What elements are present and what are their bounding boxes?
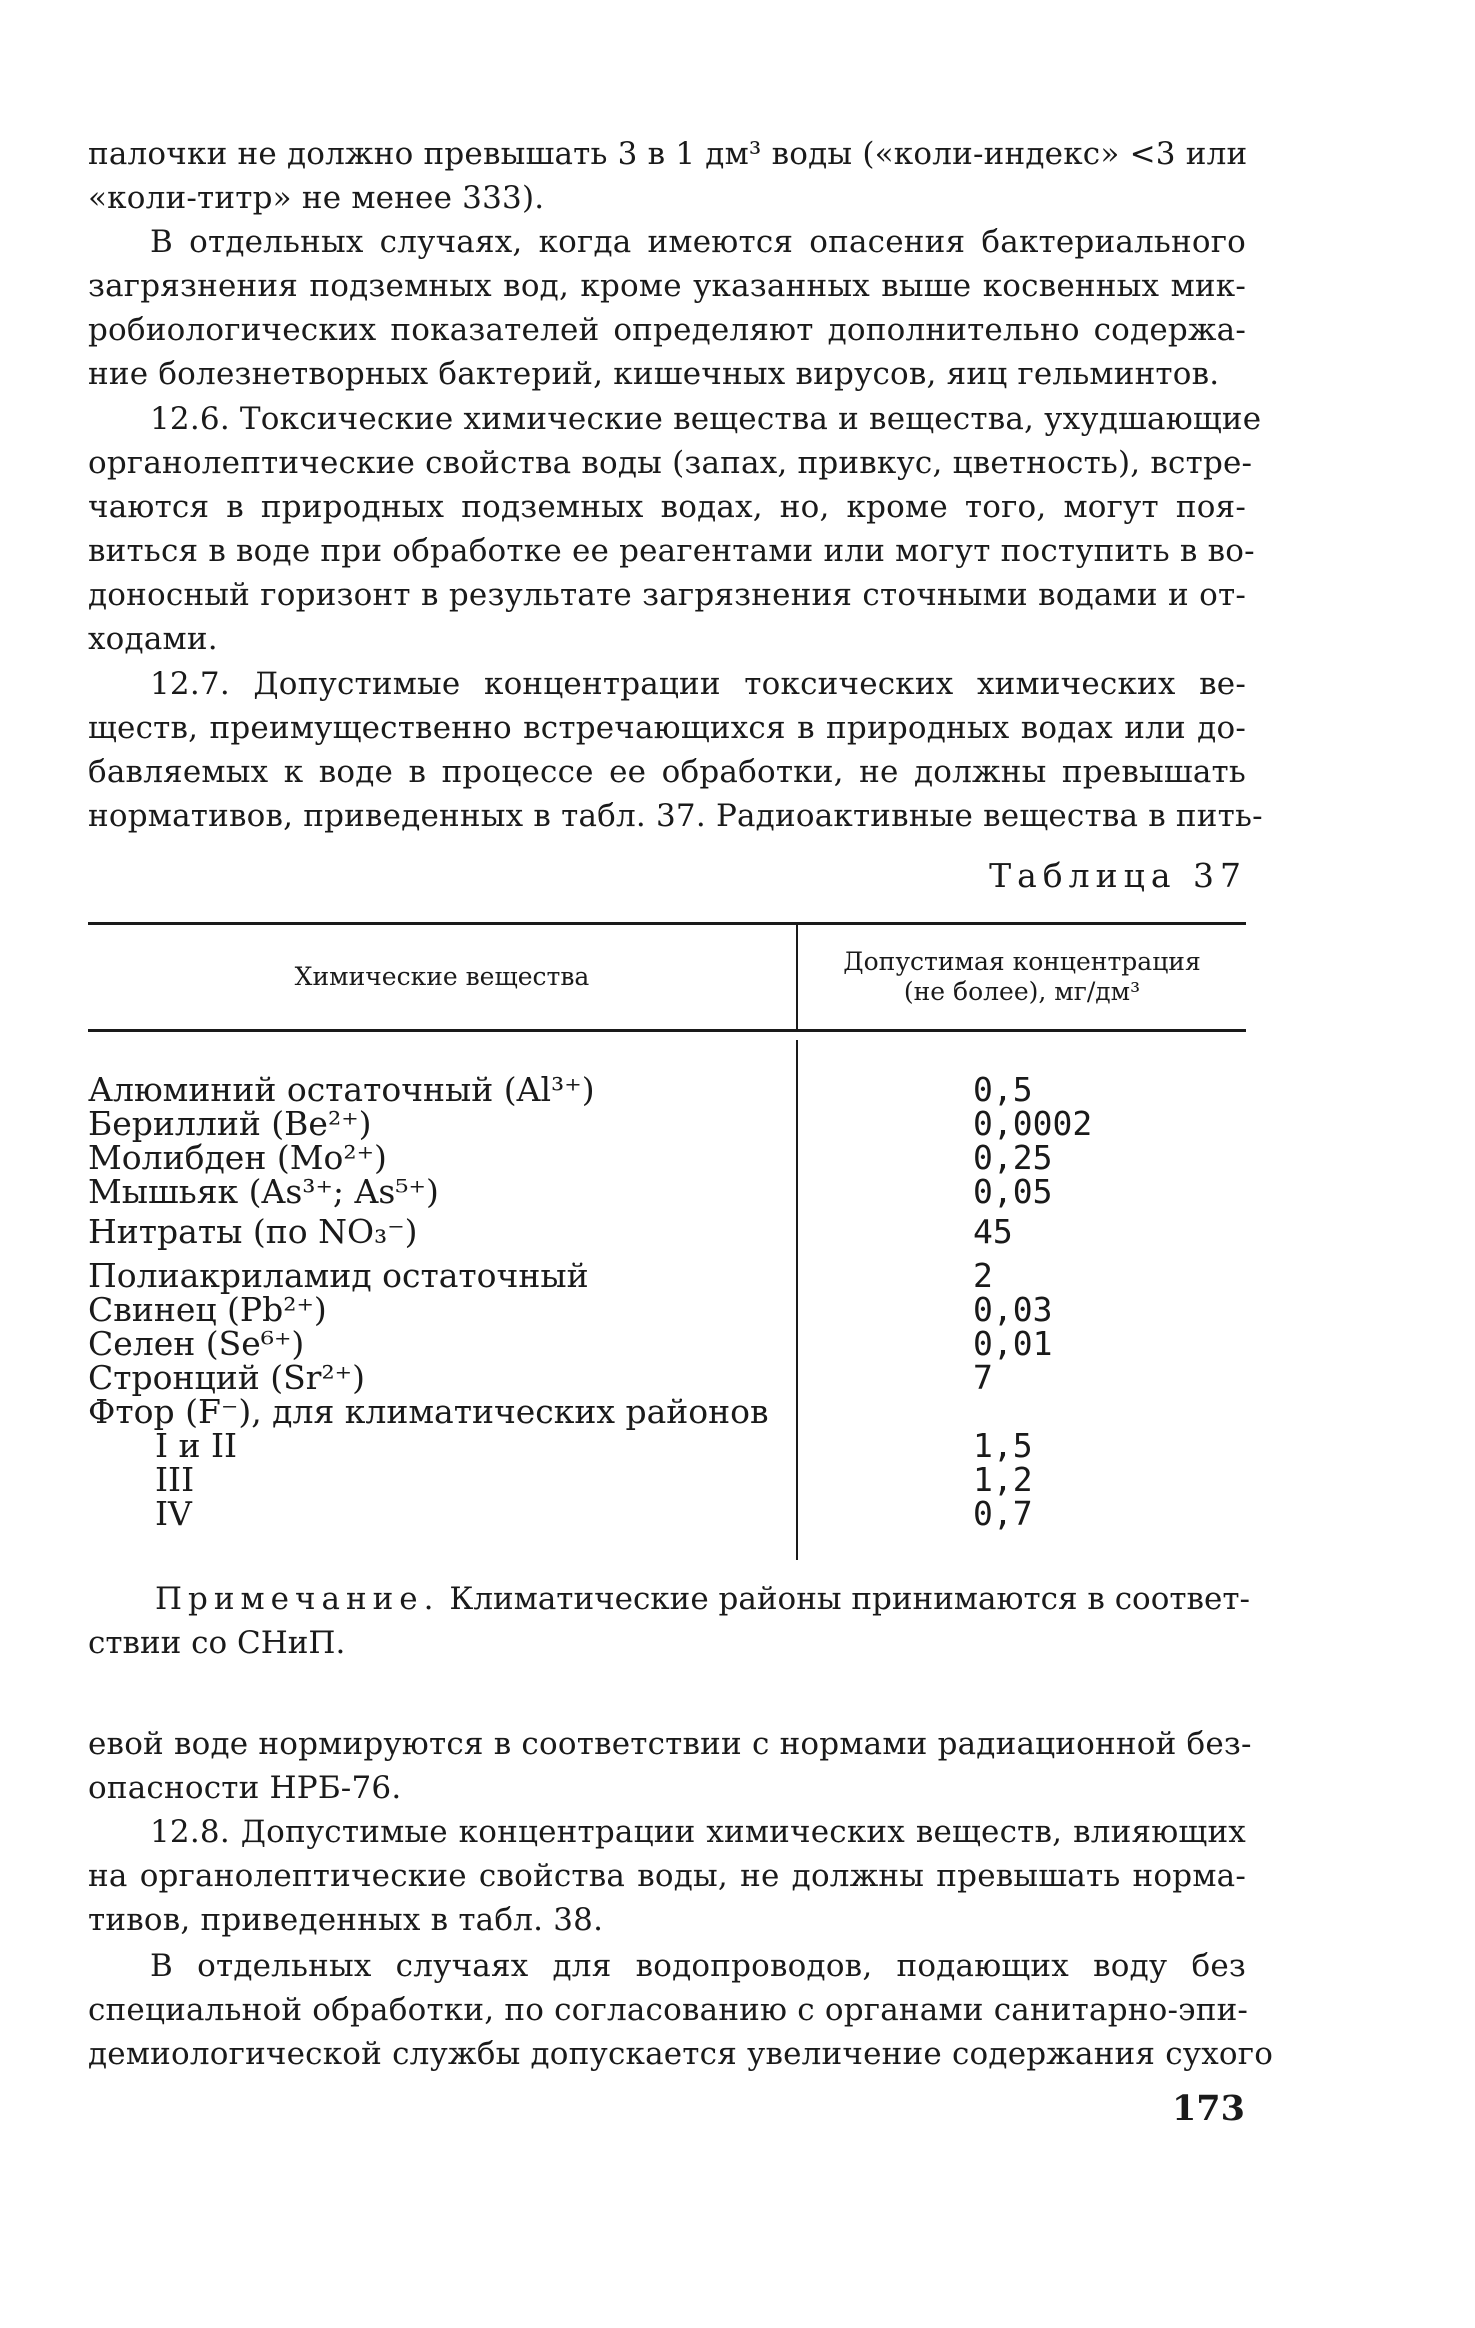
text-line: виться в воде при обработке ее реагентами или могут поступить в во- xyxy=(88,533,1255,569)
text-line: ходами. xyxy=(88,621,218,657)
paragraph-intro xyxy=(88,132,1246,220)
text-line: ществ, преимущественно встречающихся в природных водах или до- xyxy=(88,710,1246,746)
text-line: демиологической службы допускается увеличение содержания сухого xyxy=(88,2036,1274,2072)
table-header-substance: Химические вещества xyxy=(294,962,590,991)
paragraph-12-8 xyxy=(88,1810,1246,1942)
table-row-value: 1,5 xyxy=(973,1426,1033,1465)
table-row-name: Стронций (Sr²⁺) xyxy=(88,1358,365,1397)
text-line: специальной обработки, по согласованию с органами санитарно-эпи- xyxy=(88,1992,1249,2028)
text-line: загрязнения подземных вод, кроме указанных выше косвенных мик- xyxy=(88,268,1246,304)
note-text: Климатические районы принимаются в соответ- xyxy=(439,1581,1250,1617)
table-row-value: 1,2 xyxy=(973,1460,1033,1499)
table-row-value: 0,7 xyxy=(973,1494,1033,1533)
table-note xyxy=(88,1577,1250,1665)
table-header-concentration xyxy=(798,947,1246,1007)
table-top-rule xyxy=(88,922,1246,925)
table-row-name: Фтор (F⁻), для климатических районов xyxy=(88,1392,769,1431)
table-row-name: Мышьяк (As³⁺; As⁵⁺) xyxy=(88,1172,439,1211)
text-line: палочки не должно превышать 3 в 1 дм³ воды («коли-индекс» <3 или xyxy=(88,136,1248,172)
table-row-value: 0,01 xyxy=(973,1324,1053,1363)
table-row-value: 2 xyxy=(973,1256,993,1295)
note-line: ствии со СНиП. xyxy=(88,1625,346,1661)
table-row-value: 0,5 xyxy=(973,1070,1033,1109)
header-line: (не более), мг/дм³ xyxy=(903,977,1141,1006)
table-row-name: Алюминий остаточный (Al³⁺) xyxy=(88,1070,595,1109)
table-row-value: 0,0002 xyxy=(973,1104,1093,1143)
table-row-name: I и II xyxy=(155,1426,238,1465)
table-row-name: Молибден (Mo²⁺) xyxy=(88,1138,387,1177)
text-line: В отдельных случаях, когда имеются опасения бактериального xyxy=(150,224,1246,260)
text-line: тивов, приведенных в табл. 38. xyxy=(88,1902,604,1938)
text-line: бавляемых к воде в процессе ее обработки, не должны превышать xyxy=(88,754,1246,790)
text-line: нормативов, приведенных в табл. 37. Радиоактивные вещества в пить- xyxy=(88,798,1263,834)
page-number: 173 xyxy=(1171,2088,1245,2129)
table-row-name: III xyxy=(155,1460,195,1499)
text-line: робиологических показателей определяют дополнительно содержа- xyxy=(88,312,1246,348)
text-line: 12.7. Допустимые концентрации токсических химических ве- xyxy=(150,666,1246,702)
text-line: чаются в природных подземных водах, но, кроме того, могут поя- xyxy=(88,489,1246,525)
table-header-rule xyxy=(88,1029,1246,1032)
paragraph-12-6 xyxy=(88,397,1262,661)
table-row-value: 45 xyxy=(973,1212,1013,1251)
table-row-value: 7 xyxy=(973,1358,993,1397)
table-row-name: Свинец (Pb²⁺) xyxy=(88,1290,327,1329)
table-row-name: Полиакриламид остаточный xyxy=(88,1256,589,1295)
text-line: органолептические свойства воды (запах, привкус, цветность), встре- xyxy=(88,445,1253,481)
text-line: 12.8. Допустимые концентрации химических веществ, влияющих xyxy=(150,1814,1246,1850)
note-label: Примечание. xyxy=(155,1581,440,1617)
header-line: Допустимая концентрация xyxy=(843,947,1201,976)
table-body-divider xyxy=(796,1040,798,1560)
paragraph-last xyxy=(88,1944,1274,2076)
table-row-name: IV xyxy=(155,1494,192,1533)
text-line: 12.6. Токсические химические вещества и вещества, ухудшающие xyxy=(150,401,1262,437)
text-line: евой воде нормируются в соответствии с нормами радиационной без- xyxy=(88,1726,1252,1762)
table-caption: Таблица 37 xyxy=(989,856,1247,895)
paragraph-12-7 xyxy=(88,662,1263,838)
text-line: ние болезнетворных бактерий, кишечных вирусов, яиц гельминтов. xyxy=(88,356,1220,392)
table-row-name: Бериллий (Be²⁺) xyxy=(88,1104,372,1143)
table-row-value: 0,05 xyxy=(973,1172,1053,1211)
note-line xyxy=(155,1577,1250,1621)
text-line: В отдельных случаях для водопроводов, подающих воду без xyxy=(150,1948,1246,1984)
text-line: доносный горизонт в результате загрязнения сточными водами и от- xyxy=(88,577,1246,613)
text-line: «коли-титр» не менее 333). xyxy=(88,180,545,216)
paragraph-continuation xyxy=(88,1722,1252,1810)
text-line: на органолептические свойства воды, не должны превышать норма- xyxy=(88,1858,1246,1894)
table-row-name: Нитраты (по NO₃⁻) xyxy=(88,1212,418,1251)
table-row-value: 0,25 xyxy=(973,1138,1053,1177)
table-row-value: 0,03 xyxy=(973,1290,1053,1329)
table-row-name: Селен (Se⁶⁺) xyxy=(88,1324,305,1363)
text-line: опасности НРБ-76. xyxy=(88,1770,402,1806)
paragraph-bacterial xyxy=(88,220,1246,396)
